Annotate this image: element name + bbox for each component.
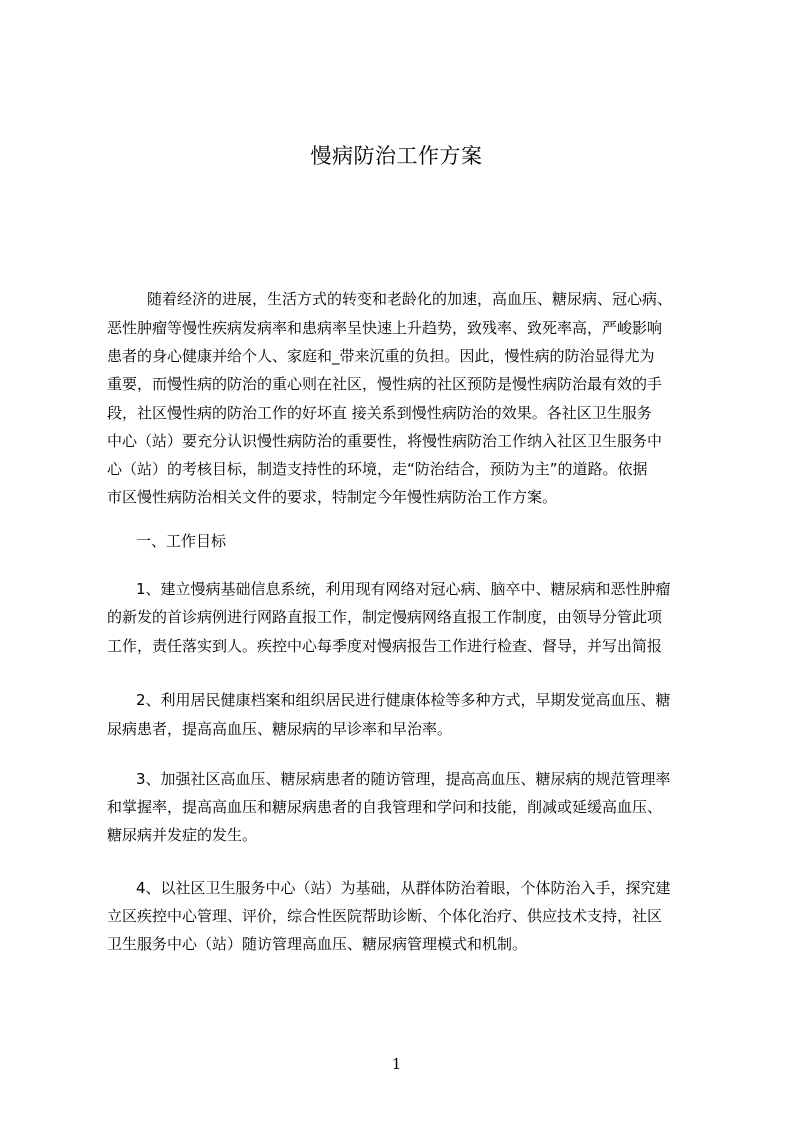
page-number: 1 bbox=[391, 1055, 402, 1073]
intro-line: 心（站）的考核目标，制造支持性的环境，走“防治结合，预防为主”的道路。依据 bbox=[107, 460, 648, 478]
goal-item-1-line: 1、建立慢病基础信息系统，利用现有网络对冠心病、脑卒中、糖尿病和恶性肿瘤 bbox=[136, 580, 671, 598]
goal-item-4-line: 4、以社区卫生服务中心（站）为基础，从群体防治着眼，个体防治入手，探究建 bbox=[136, 879, 671, 897]
intro-line: 重要，而慢性病的防治的重心则在社区，慢性病的社区预防是慢性病防治最有效的手 bbox=[107, 375, 663, 393]
goal-item-1-line: 的新发的首诊病例进行网路直报工作，制定慢病网络直报工作制度，由领导分管此项 bbox=[107, 608, 663, 626]
goal-item-2-line: 2、利用居民健康档案和组织居民进行健康体检等多种方式，早期发觉高血压、糖 bbox=[136, 691, 671, 709]
goal-item-4-line: 立区疾控中心管理、评价，综合性医院帮助诊断、个体化治疗、供应技术支持，社区 bbox=[107, 907, 663, 925]
goal-item-3-line: 3、加强社区高血压、糖尿病患者的随访管理，提高高血压、糖尿病的规范管理率 bbox=[136, 770, 671, 788]
intro-line: 中心（站）要充分认识慢性病防治的重要性，将慢性病防治工作纳入社区卫生服务中 bbox=[107, 432, 663, 450]
document-title: 慢病防治工作方案 bbox=[310, 144, 483, 168]
intro-line: 市区慢性病防治相关文件的要求，特制定今年慢性病防治工作方案。 bbox=[107, 488, 558, 506]
intro-line: 随着经济的进展，生活方式的转变和老龄化的加速，高血压、糖尿病、冠心病、 bbox=[147, 290, 673, 308]
intro-line: 段，社区慢性病的防治工作的好坏直 接关系到慢性病防治的效果。各社区卫生服务 bbox=[107, 404, 652, 422]
goal-item-3-line: 和掌握率，提高高血压和糖尿病患者的自我管理和学问和技能，削减或延缓高血压、 bbox=[107, 798, 663, 816]
goal-item-1-line: 工作，责任落实到人。疾控中心每季度对慢病报告工作进行检查、督导，并写出简报 bbox=[107, 637, 663, 655]
goal-item-2-line: 尿病患者，提高高血压、糖尿病的早诊率和早治率。 bbox=[107, 720, 453, 738]
intro-line: 恶性肿瘤等慢性疾病发病率和患病率呈快速上升趋势，致残率、致死率高，严峻影响 bbox=[107, 319, 663, 337]
goal-item-4-line: 卫生服务中心（站）随访管理高血压、糖尿病管理模式和机制。 bbox=[107, 935, 528, 953]
section-heading: 一、工作目标 bbox=[136, 532, 227, 550]
goal-item-3-line: 糖尿病并发症的发生。 bbox=[107, 826, 258, 844]
intro-line: 患者的身心健康并给个人、家庭和_带来沉重的负担。因此，慢性病的防治显得尤为 bbox=[107, 347, 655, 365]
